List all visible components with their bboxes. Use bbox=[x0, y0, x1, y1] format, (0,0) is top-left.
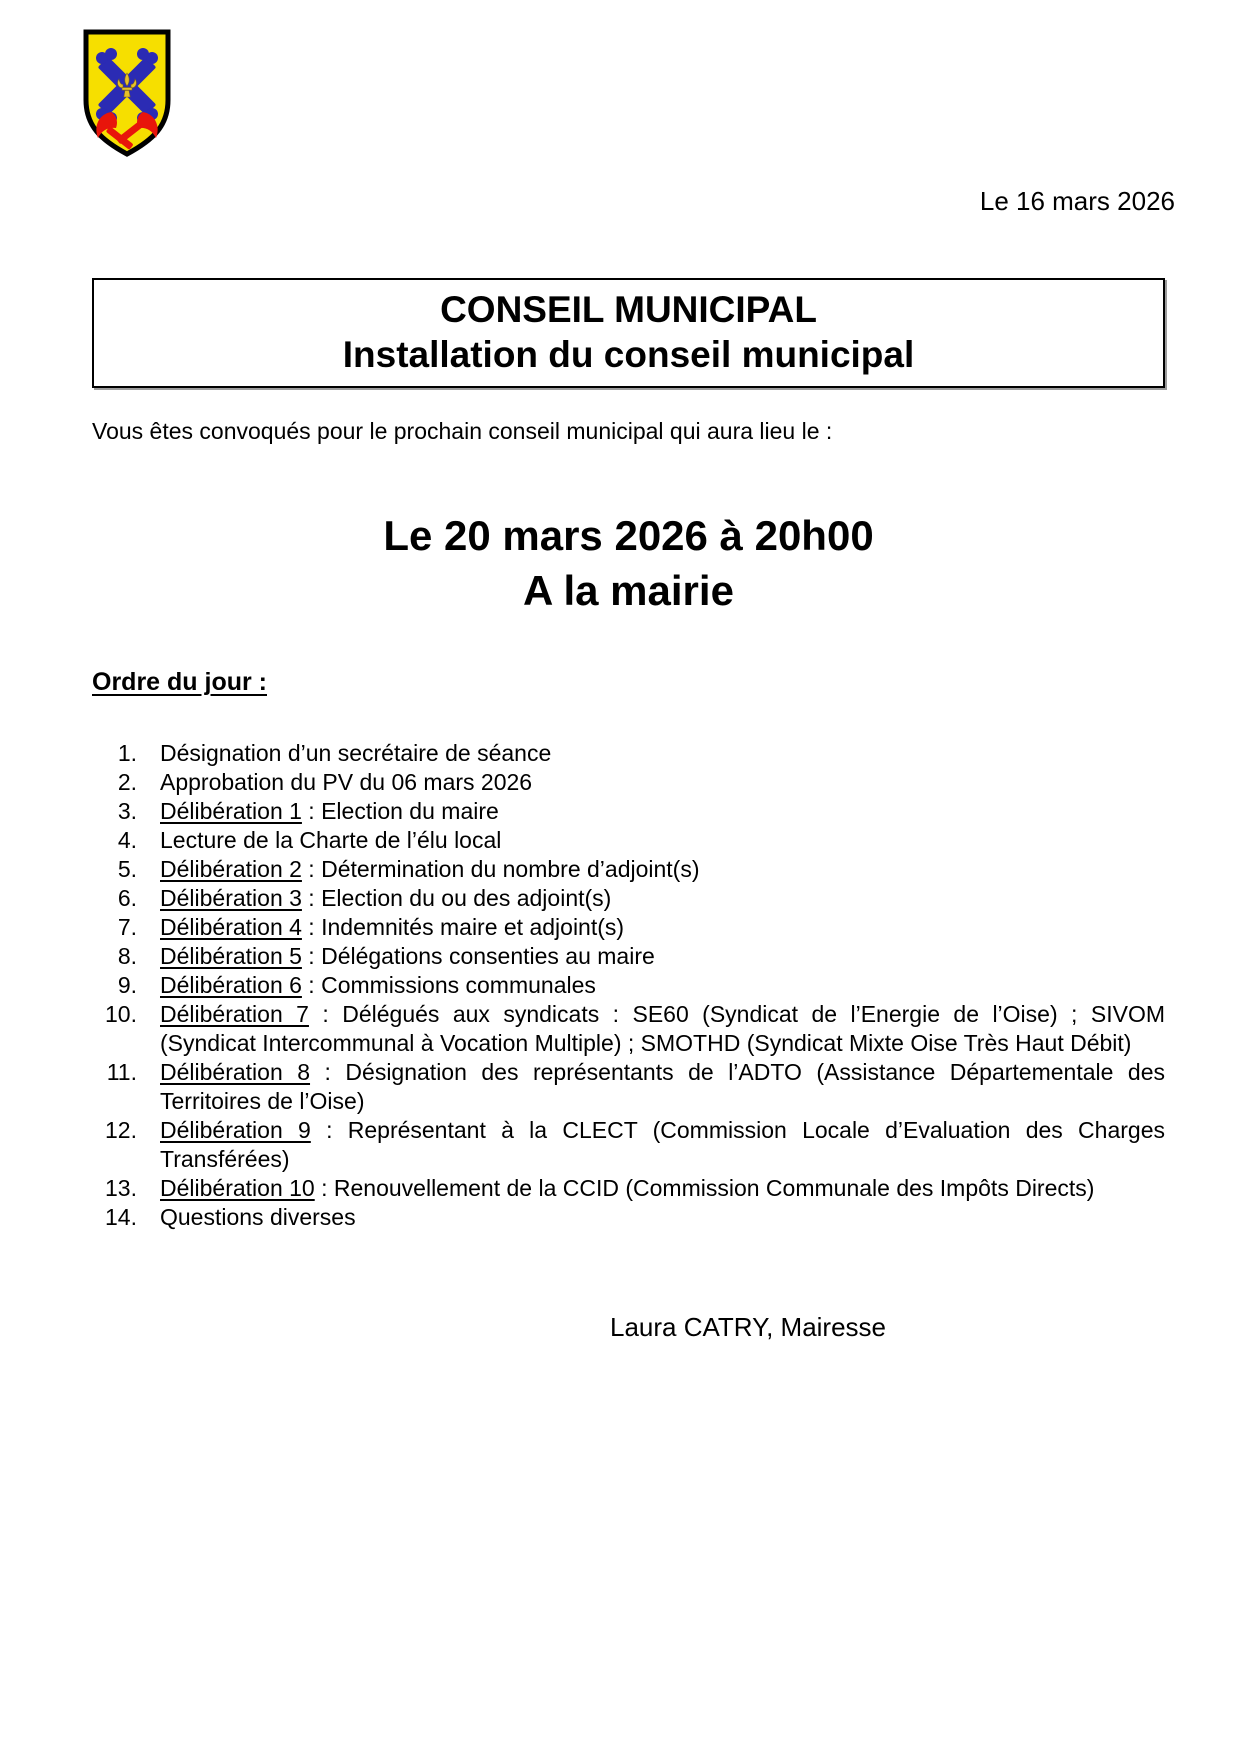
agenda-item-body: : Désignation des représentants de l’ADTO (Assistance Départementale des Territoires de l’Oise) bbox=[160, 1059, 1165, 1115]
agenda-item-number: 6. bbox=[117, 885, 137, 912]
agenda-item-text bbox=[160, 768, 1165, 797]
document-content bbox=[92, 0, 1175, 1343]
agenda-item-8 bbox=[92, 942, 1165, 971]
agenda-item-number: 8. bbox=[117, 943, 137, 970]
agenda-item-number: 2. bbox=[117, 769, 137, 796]
agenda-item-6 bbox=[92, 884, 1165, 913]
agenda-list bbox=[92, 739, 1165, 1232]
agenda-item-14 bbox=[92, 1203, 1165, 1232]
agenda-item-text bbox=[160, 971, 1165, 1000]
agenda-item-number: 3. bbox=[117, 798, 137, 825]
deliberation-label: Délibération 4 bbox=[160, 914, 302, 941]
agenda-item-number: 7. bbox=[117, 914, 137, 941]
agenda-item-number: 4. bbox=[117, 827, 137, 854]
signature: Laura CATRY, Mairesse bbox=[610, 1312, 887, 1343]
agenda-item-7 bbox=[92, 913, 1165, 942]
deliberation-label: Délibération 7 bbox=[160, 1001, 309, 1028]
deliberation-label: Délibération 3 bbox=[160, 885, 302, 912]
agenda-item-body: : Election du ou des adjoint(s) bbox=[301, 885, 612, 912]
agenda-item-11 bbox=[92, 1058, 1165, 1116]
agenda-item-body: : Délégations consenties au maire bbox=[301, 943, 655, 970]
meeting-date-time: Le 20 mars 2026 à 20h00 bbox=[383, 512, 874, 560]
agenda-item-body: : Détermination du nombre d’adjoint(s) bbox=[301, 856, 700, 883]
agenda-item-5 bbox=[92, 855, 1165, 884]
agenda-heading: Ordre du jour : bbox=[92, 668, 267, 697]
agenda-item-1 bbox=[92, 739, 1165, 768]
document-title-line1: CONSEIL MUNICIPAL bbox=[440, 289, 817, 330]
agenda-item-body: Approbation du PV du 06 mars 2026 bbox=[160, 769, 533, 796]
agenda-item-12 bbox=[92, 1116, 1165, 1174]
agenda-item-text bbox=[160, 1058, 1165, 1116]
deliberation-label: Délibération 1 bbox=[160, 798, 302, 825]
agenda-item-10 bbox=[92, 1000, 1165, 1058]
agenda-item-text bbox=[160, 826, 1165, 855]
agenda-item-body: : Représentant à la CLECT (Commission Locale d’Evaluation des Charges Transférées) bbox=[160, 1117, 1165, 1173]
agenda-item-text bbox=[160, 942, 1165, 971]
deliberation-label: Délibération 2 bbox=[160, 856, 302, 883]
agenda-item-number: 12. bbox=[105, 1117, 137, 1144]
agenda-item-2 bbox=[92, 768, 1165, 797]
agenda-item-text bbox=[160, 884, 1165, 913]
agenda-item-text bbox=[160, 739, 1165, 768]
deliberation-label: Délibération 10 bbox=[160, 1175, 315, 1202]
meeting-heading bbox=[92, 509, 1165, 618]
agenda-item-body: : Délégués aux syndicats : SE60 (Syndicat de l’Energie de l’Oise) ; SIVOM (Syndicat Intercommunal à Vocation Multiple) ; SMOTHD (Syndicat Mixte Oise Très Haut Débit) bbox=[160, 1001, 1165, 1057]
deliberation-label: Délibération 5 bbox=[160, 943, 302, 970]
agenda-item-number: 11. bbox=[106, 1059, 137, 1086]
agenda-item-number: 9. bbox=[117, 972, 137, 999]
agenda-item-text bbox=[160, 1116, 1165, 1174]
agenda-item-body: : Renouvellement de la CCID (Commission Communale des Impôts Directs) bbox=[314, 1175, 1095, 1202]
agenda-item-body: Lecture de la Charte de l’élu local bbox=[160, 827, 502, 854]
deliberation-label: Délibération 9 bbox=[160, 1117, 311, 1144]
deliberation-label: Délibération 8 bbox=[160, 1059, 311, 1086]
agenda-item-body: Désignation d’un secrétaire de séance bbox=[160, 740, 552, 767]
agenda-item-13 bbox=[92, 1174, 1165, 1203]
agenda-item-body: : Indemnités maire et adjoint(s) bbox=[301, 914, 625, 941]
agenda-item-text bbox=[160, 1174, 1165, 1203]
agenda-item-number: 1. bbox=[117, 740, 137, 767]
agenda-item-body: Questions diverses bbox=[160, 1204, 356, 1231]
agenda-item-text bbox=[160, 1000, 1165, 1058]
deliberation-label: Délibération 6 bbox=[160, 972, 302, 999]
document-date: Le 16 mars 2026 bbox=[979, 186, 1175, 216]
title-box bbox=[92, 278, 1165, 388]
document-title-line2: Installation du conseil municipal bbox=[342, 334, 915, 376]
agenda-item-4 bbox=[92, 826, 1165, 855]
agenda-item-body: : Commissions communales bbox=[301, 972, 596, 999]
agenda-item-9 bbox=[92, 971, 1165, 1000]
agenda-item-number: 5. bbox=[117, 856, 137, 883]
agenda-item-number: 14. bbox=[105, 1204, 137, 1231]
agenda-item-number: 13. bbox=[105, 1175, 137, 1202]
agenda-item-text bbox=[160, 1203, 1165, 1232]
agenda-item-text bbox=[160, 797, 1165, 826]
agenda-item-number: 10. bbox=[105, 1001, 137, 1028]
agenda-item-text bbox=[160, 913, 1165, 942]
intro-text: Vous êtes convoqués pour le prochain conseil municipal qui aura lieu le : bbox=[92, 418, 833, 445]
agenda-item-text bbox=[160, 855, 1165, 884]
meeting-location: A la mairie bbox=[523, 566, 734, 614]
agenda-item-body: : Election du maire bbox=[301, 798, 499, 825]
agenda-item-3 bbox=[92, 797, 1165, 826]
